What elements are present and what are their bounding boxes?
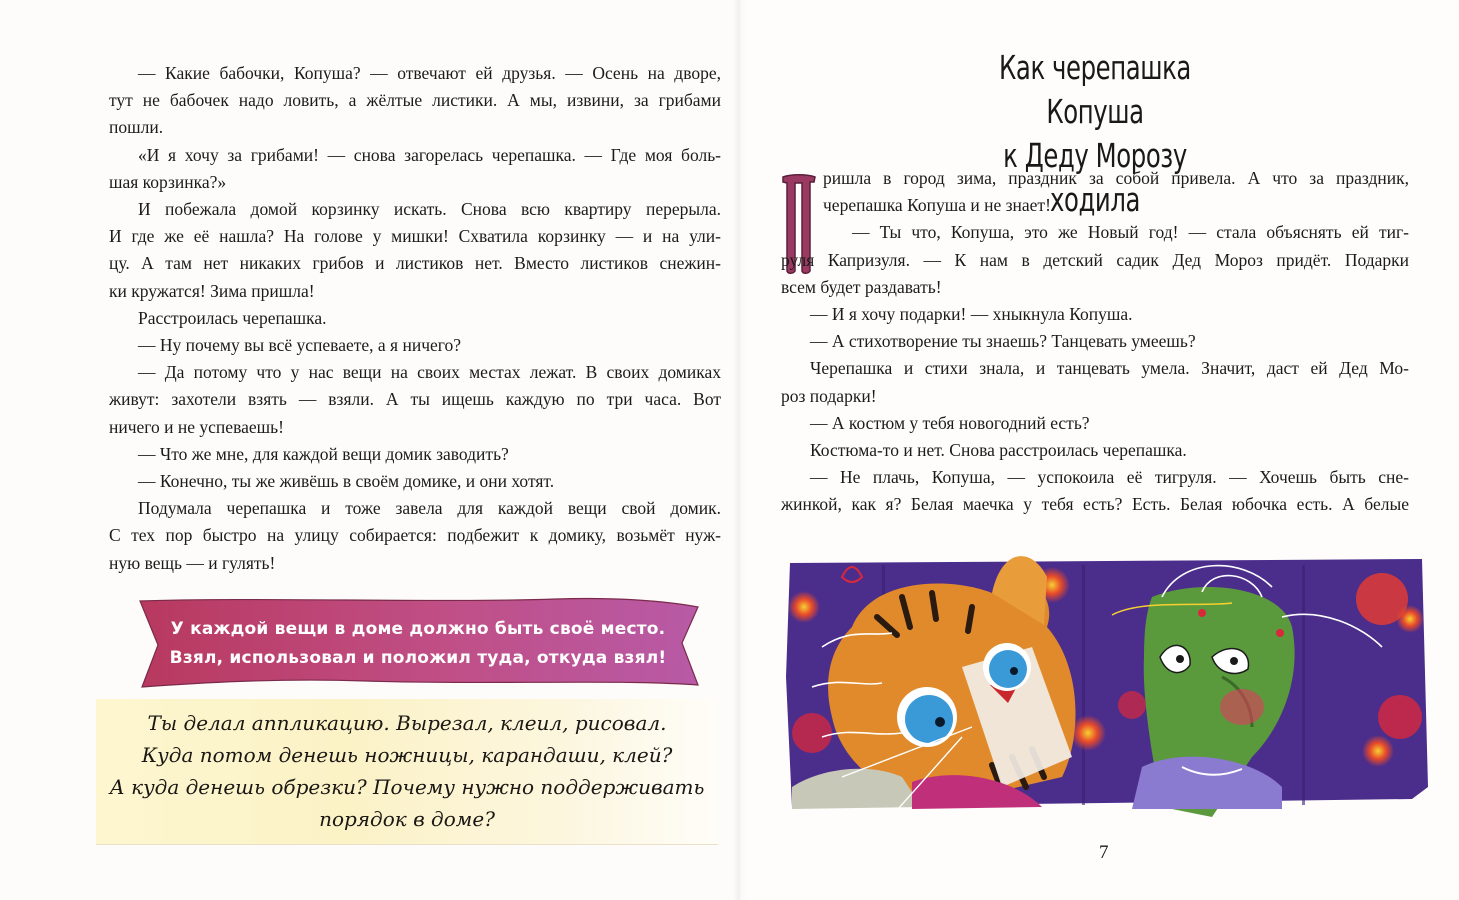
text-line: — И я хочу подарки! — хныкнула Копуша. <box>810 304 1133 325</box>
paragraph <box>109 359 721 441</box>
paragraph <box>781 410 1409 437</box>
page-number: 7 <box>1099 842 1109 863</box>
text-line: тут не бабочек надо ловить, а жёлтые листики. А мы, извини, за грибами <box>109 90 721 111</box>
right-page-text <box>781 165 1409 519</box>
text-line: ки кружатся! Зима пришла! <box>109 280 315 301</box>
text-line: цу. А там нет никаких грибов и листиков нет. Вместо листиков снежин- <box>109 253 721 274</box>
paragraph <box>109 441 721 468</box>
text-line: всем будет раздавать! <box>781 276 942 297</box>
text-line: И где же её нашла? На голове у мишки! Схватила корзинку — и на ули- <box>109 226 721 247</box>
note-line: А куда денешь обрезки? Почему нужно поддерживать <box>109 775 705 799</box>
text-line: — А костюм у тебя новогодний есть? <box>810 412 1090 433</box>
text-line: С тех пор быстро на улицу собирается: подбежит к домику, возьмёт нуж- <box>109 525 721 546</box>
text-line: — Что же мне, для каждой вещи домик заводить? <box>138 443 509 464</box>
banner-line: У каждой вещи в доме должно быть своё место. <box>170 619 666 639</box>
tiger-and-turtle-illustration <box>782 537 1428 829</box>
text-line: пошли. <box>109 117 164 138</box>
note-line: порядок в доме? <box>319 807 495 831</box>
text-line: — Не плачь, Копуша, — успокоила её тигруля. — Хочешь быть сне- <box>810 467 1409 488</box>
text-line: ничего и не успеваешь! <box>109 416 284 437</box>
text-line: «И я хочу за грибами! — снова загорелась черепашка. — Где моя боль- <box>138 144 721 165</box>
text-line: жинкой, как я? Белая маечка у тебя есть? Есть. Белая юбочка есть. А белые <box>781 494 1409 515</box>
text-line: руля Капризуля. — К нам в детский садик Дед Мороз придёт. Подарки <box>781 249 1409 270</box>
moral-banner <box>136 593 700 690</box>
paragraph <box>109 495 721 577</box>
text-line: Расстроилась черепашка. <box>138 307 327 328</box>
paragraph <box>109 468 721 495</box>
text-line: ришла в город зима, праздник за собой привела. А что за праздник, <box>823 168 1409 188</box>
banner-text <box>136 615 700 673</box>
paragraph <box>781 464 1409 518</box>
paragraph <box>781 437 1409 464</box>
paragraph <box>781 301 1409 328</box>
text-line: Костюма-то и нет. Снова расстроилась черепашка. <box>810 440 1187 461</box>
paragraph <box>781 165 1409 219</box>
text-line: Черепашка и стихи знала, и танцевать умела. Значит, даст ей Дед Мо- <box>810 358 1409 379</box>
text-line: — Конечно, ты же живёшь в своём домике, и они хотят. <box>138 471 555 492</box>
text-line: черепашка Копуша и не знает! <box>823 195 1051 216</box>
title-line: к Деду Морозу ходила <box>1003 136 1187 219</box>
text-line: ную вещь — и гулять! <box>109 552 276 573</box>
note-line: Куда потом денешь ножницы, карандаши, клей? <box>141 743 673 767</box>
text-line: — Ну почему вы всё успеваете, а я ничего? <box>138 335 462 356</box>
paragraph <box>781 355 1409 409</box>
text-line: И побежала домой корзинку искать. Снова всю квартиру перерыла. <box>138 199 721 220</box>
paragraph <box>109 60 721 142</box>
note-text <box>96 707 718 835</box>
text-line: — А стихотворение ты знаешь? Танцевать умеешь? <box>810 331 1196 352</box>
page-gutter <box>733 0 747 900</box>
text-line: — Да потому что у нас вещи на своих местах лежат. В своих домиках <box>138 362 721 383</box>
text-line: шая корзинка?» <box>109 171 227 192</box>
text-line: Подумала черепашка и тоже завела для каждой вещи свой домик. <box>138 498 721 519</box>
paragraph <box>109 305 721 332</box>
note-line: Ты делал аппликацию. Вырезал, клеил, рисовал. <box>147 711 667 735</box>
question-note <box>96 699 718 845</box>
title-line: Как черепашка Копуша <box>999 48 1191 131</box>
paragraph <box>781 328 1409 355</box>
text-line: — Ты что, Копуша, это же Новый год! — стала объяснять ей тиг- <box>852 222 1409 243</box>
left-page-text <box>109 60 721 577</box>
text-line: роз подарки! <box>781 385 877 406</box>
paragraph <box>109 196 721 305</box>
banner-line: Взял, использовал и положил туда, откуда взял! <box>169 648 667 668</box>
paragraph <box>109 142 721 196</box>
text-line: живут: захотели взять — взяли. А ты ищешь каждую по три часа. Вот <box>109 389 721 410</box>
text-line: — Какие бабочки, Копуша? — отвечают ей друзья. — Осень на дворе, <box>138 63 721 83</box>
paragraph <box>109 332 721 359</box>
paragraph <box>781 219 1409 301</box>
